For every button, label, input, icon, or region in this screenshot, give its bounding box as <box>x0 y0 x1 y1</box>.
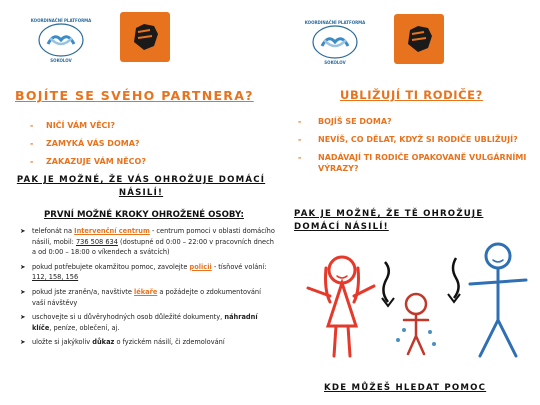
svg-text:KOORDINAČNÍ PLATFORMA: KOORDINAČNÍ PLATFORMA <box>30 18 92 23</box>
help-heading: KDE MŮŽEŠ HLEDAT POMOC <box>324 383 487 393</box>
right-title: UBLIŽUJÍ TI RODIČE? <box>340 88 483 102</box>
svg-text:KOORDINAČNÍ PLATFORMA: KOORDINAČNÍ PLATFORMA <box>304 20 366 25</box>
family-drawing-icon <box>290 240 530 360</box>
list-item: - NADÁVAJÍ TI RODIČE OPAKOVANĚ VULGÁRNÍMI VÝRAZY? <box>298 153 527 173</box>
left-headline: PAK JE MOŽNÉ, ŽE VÁS OHROŽUJE DOMÁCÍ NÁSILÍ! <box>16 175 266 198</box>
list-item: ➤ uložte si jakýkoliv důkaz o fyzickém násilí, či zdemolování <box>20 338 225 347</box>
list-item: - ZAMYKÁ VÁS DOMA? <box>30 139 140 148</box>
fist-logo-icon <box>394 14 444 64</box>
right-headline: PAK JE MOŽNÉ, ŽE TĚ OHROŽUJE DOMÁCÍ NÁSILÍ! <box>294 209 484 232</box>
list-item: - NEVÍŠ, CO DĚLAT, KDYŽ SI RODIČE UBLIŽUJÍ? <box>298 135 518 144</box>
list-item: ➤ pokud jste zraněn/a, navštivte lékaře a požádejte o zdokumentování vaší návštěvy <box>20 287 261 307</box>
svg-text:SOKOLOV: SOKOLOV <box>324 60 346 65</box>
right-questions <box>296 116 532 174</box>
list-item: ➤ telefonát na Intervenční centrum - centrum pomoci v oblasti domácího násilí, mobil: 736 508 634 (dostupné od 0:00 – 22:00 v pracovních dnech a od 0:00 – 18:00 o víkendech a svátcích) <box>20 227 275 257</box>
list-item: - ZAKAZUJE VÁM NĚCO? <box>30 157 146 166</box>
left-title: BOJÍTE SE SVÉHO PARTNERA? <box>15 88 254 103</box>
steps-title: PRVNÍ MOŽNÉ KROKY OHROŽENÉ OSOBY: <box>44 210 244 220</box>
steps-list <box>18 226 276 352</box>
list-item: ➤ pokud potřebujete okamžitou pomoc, zavolejte policii - tísňové volání: 112, 158, 156 <box>20 262 267 282</box>
list-item: - BOJÍŠ SE DOMA? <box>298 117 392 126</box>
list-item: ➤ uschovejte si u důvěryhodných osob důležité dokumenty, náhradní klíče, peníze, oblečení, aj. <box>20 313 258 332</box>
platform-logo-icon <box>30 14 92 64</box>
platform-logo-icon <box>304 16 366 66</box>
left-questions <box>28 120 146 167</box>
svg-text:SOKOLOV: SOKOLOV <box>50 58 72 63</box>
right-panel <box>280 0 540 405</box>
fist-logo-icon <box>120 12 170 62</box>
list-item: - NIČÍ VÁM VĚCI? <box>30 121 116 130</box>
